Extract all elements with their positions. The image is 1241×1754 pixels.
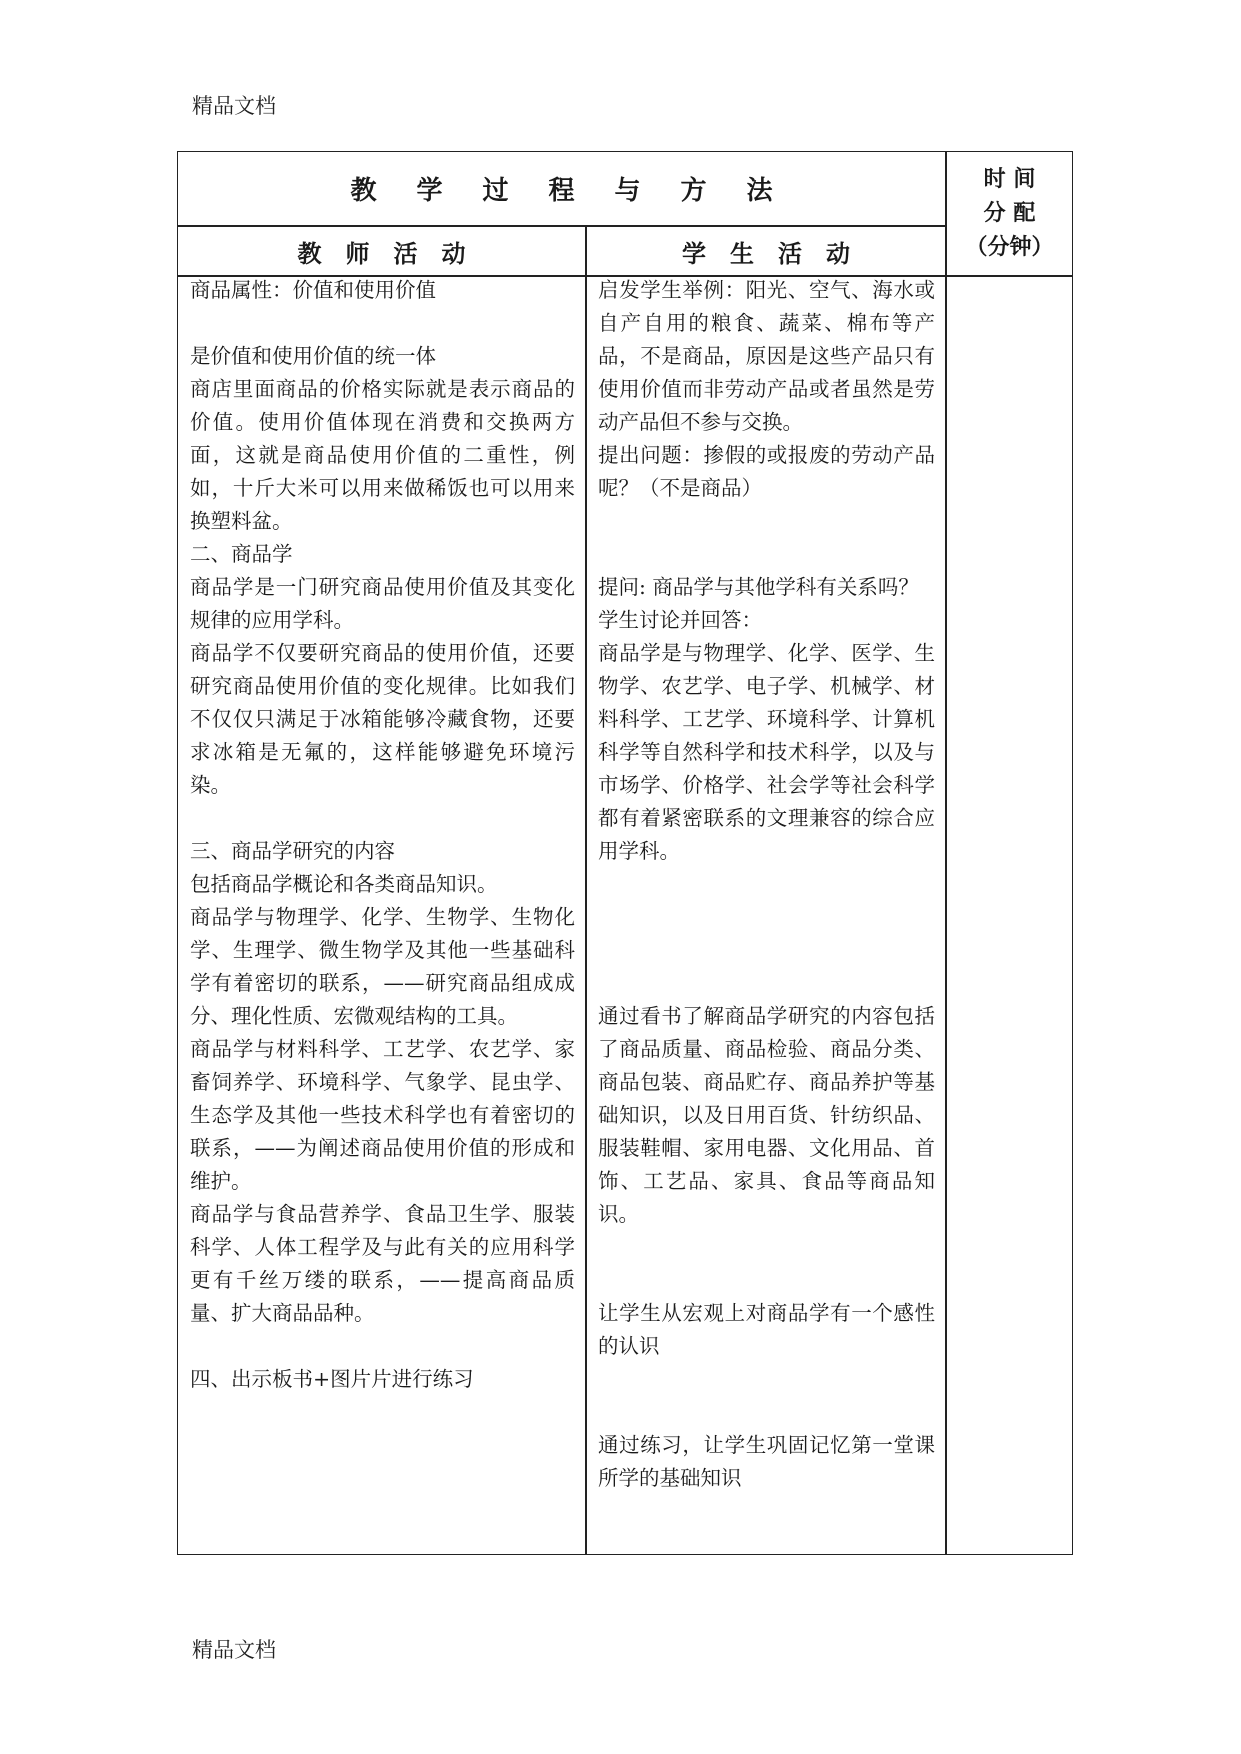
- teacher-activity-header: 教师活动: [297, 238, 490, 268]
- divider-time-column: [945, 151, 947, 1555]
- header-watermark: 精品文档: [192, 94, 276, 118]
- student-activity-header: 学生活动: [682, 238, 874, 268]
- teacher-activity-content: 商品属性：价值和使用价值 是价值和使用价值的统一体 商店里面商品的价格实际就是表示商品的价值。使用价值体现在消费和交换两方面，这就是商品使用价值的二重性，例如，十斤大米可以用来做稀饭也可以用来换塑料盆。 二、商品学 商品学是一门研究商品使用价值及其变化规律的应用学科。 商品学不仅要研究商品的使用价值，还要研究商品使用价值的变化规律。比如我们不仅仅只满足于冰箱能够冷藏食物，还要求冰箱是无氟的，这样能够避免环境污染。 三、商品学研究的内容 包括商品学概论和各类商品知识。 商品学与物理学、化学、生物学、生物化学、生理学、微生物学及其他一些基础科学有着密切的联系，——研究商品组成成分、理化性质、宏微观结构的工具。 商品学与材料科学、工艺学、农艺学、家畜饲养学、环境科学、气象学、昆虫学、生态学及其他一些技术科学也有着密切的联系，——为阐述商品使用价值的形成和维护。 商品学与食品营养学、食品卫生学、服装科学、人体工程学及与此有关的应用科学更有千丝万缕的联系，——提高商品质量、扩大商品品种。 四、出示板书+图片片进行练习: [190, 278, 575, 1391]
- time-header-line-1: 时 间: [983, 166, 1036, 192]
- time-header-line-3: （分钟）: [965, 234, 1054, 260]
- time-header-line-2: 分 配: [983, 200, 1036, 226]
- footer-watermark: 精品文档: [192, 1638, 276, 1662]
- student-activity-content: 启发学生举例：阳光、空气、海水或自产自用的粮食、蔬菜、棉布等产品，不是商品，原因是这些产品只有使用价值而非劳动产品或者虽然是劳动产品但不参与交换。 提出问题：掺假的或报废的劳动产品呢？（不是商品） 提问: 商品学与其他学科有关系吗？ 学生讨论并回答： 商品学是与物理学、化学、医学、生物学、农艺学、电子学、机械学、材料科学、工艺学、环境科学、计算机科学等自然科学和技术科学，以及与市场学、价格学、社会学等社会科学都有着紧密联系的文理兼容的综合应用学科。 通过看书了解商品学研究的内容包括了商品质量、商品检验、商品分类、商品包装、商品贮存、商品养护等基础知识，以及日用百货、针纺织品、服装鞋帽、家用电器、文化用品、首饰、工艺品、家具、食品等商品知识。 让学生从宏观上对商品学有一个感性的认识 通过练习，让学生巩固记忆第一堂课所学的基础知识: [598, 278, 935, 1490]
- table-title: 教学过程与方法: [350, 176, 813, 206]
- time-allocation-header: [946, 162, 1073, 264]
- divider-teacher-student: [585, 225, 587, 1555]
